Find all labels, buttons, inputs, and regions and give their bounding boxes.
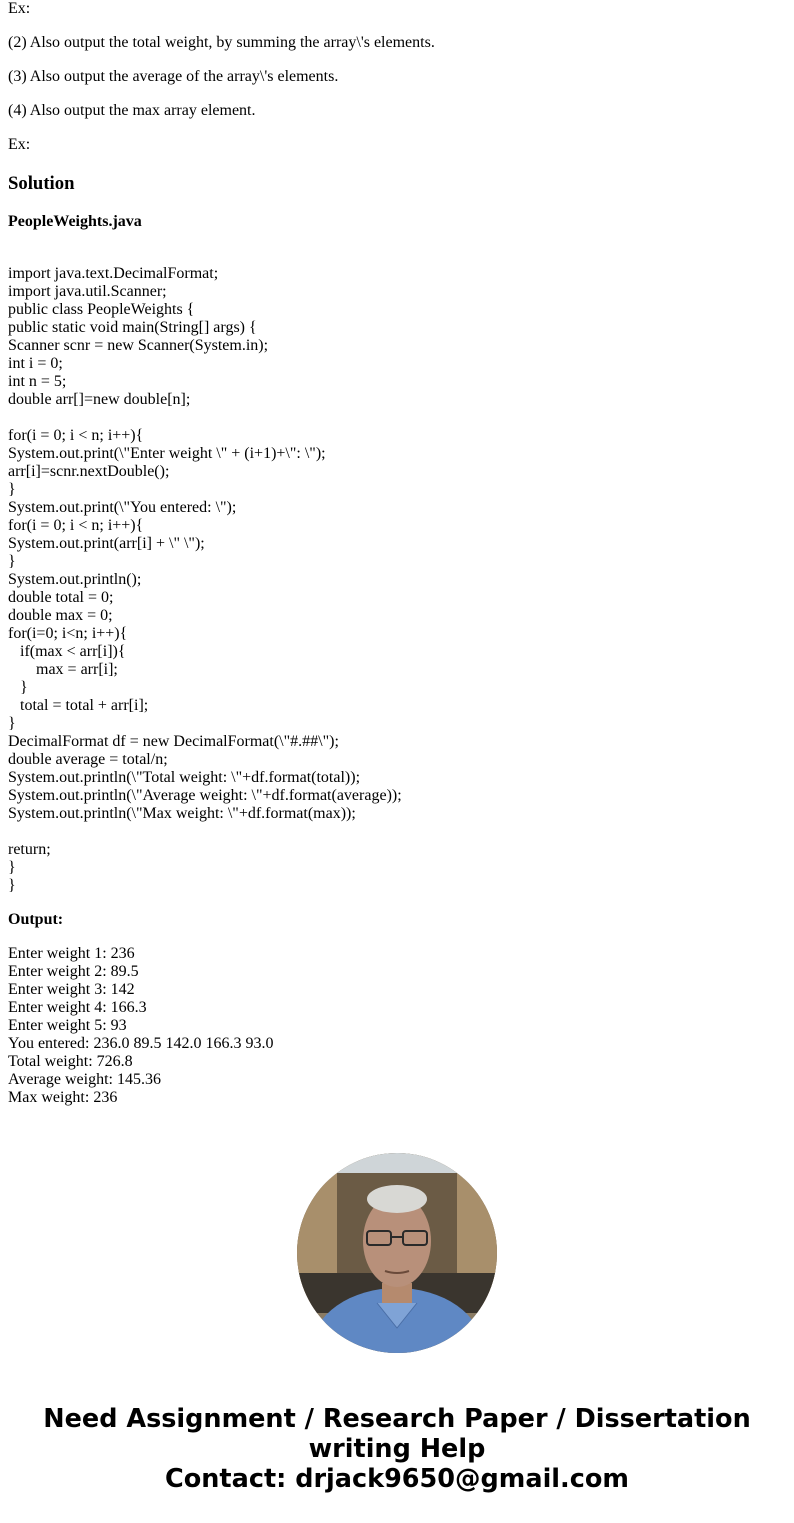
code-line: total = total + arr[i]; — [8, 697, 149, 714]
code-line: Scanner scnr = new Scanner(System.in); — [8, 337, 269, 354]
code-line: } — [8, 859, 16, 876]
output-line: Average weight: 145.36 — [8, 1071, 161, 1088]
filename-label: PeopleWeights.java — [8, 213, 142, 230]
code-line: System.out.print(arr[i] + \" \"); — [8, 535, 205, 552]
example-label: Ex: — [8, 0, 31, 17]
promo-banner — [0, 1404, 794, 1494]
code-line: int n = 5; — [8, 373, 67, 390]
code-line: } — [8, 481, 16, 498]
output-line: You entered: 236.0 89.5 142.0 166.3 93.0 — [8, 1035, 274, 1052]
code-line: System.out.print(\"Enter weight \" + (i+1)+\": \"); — [8, 445, 326, 462]
program-output — [8, 945, 788, 1107]
code-line: double max = 0; — [8, 607, 113, 624]
code-line: System.out.println(\"Total weight: \"+df.format(total)); — [8, 769, 361, 786]
code-line: import java.text.DecimalFormat; — [8, 265, 219, 282]
code-line: for(i = 0; i < n; i++){ — [8, 427, 144, 444]
code-listing — [8, 265, 788, 895]
code-line: import java.util.Scanner; — [8, 283, 167, 300]
output-line: Enter weight 3: 142 — [8, 981, 135, 998]
author-avatar — [297, 1153, 497, 1353]
output-line: Enter weight 4: 166.3 — [8, 999, 147, 1016]
instruction-step-2: (2) Also output the total weight, by summing the array\'s elements. — [8, 34, 435, 51]
code-line: if(max < arr[i]){ — [8, 643, 126, 660]
code-line: public class PeopleWeights { — [8, 301, 195, 318]
code-line: double average = total/n; — [8, 751, 168, 768]
banner-line-1: Need Assignment / Research Paper / Dissertation — [43, 1404, 751, 1434]
code-line: } — [8, 715, 16, 732]
instruction-step-3: (3) Also output the average of the array\'s elements. — [8, 68, 339, 85]
code-line — [8, 409, 788, 427]
output-line: Enter weight 2: 89.5 — [8, 963, 139, 980]
code-line: System.out.println(\"Max weight: \"+df.format(max)); — [8, 805, 356, 822]
author-portrait-image — [297, 1153, 497, 1353]
code-line — [8, 823, 788, 841]
code-line: for(i = 0; i < n; i++){ — [8, 517, 144, 534]
code-line: System.out.println(\"Average weight: \"+df.format(average)); — [8, 787, 402, 804]
code-line: max = arr[i]; — [8, 661, 118, 678]
output-line: Enter weight 1: 236 — [8, 945, 135, 962]
solution-heading: Solution — [8, 173, 75, 194]
code-line: } — [8, 679, 28, 696]
code-line: System.out.println(); — [8, 571, 142, 588]
code-line: DecimalFormat df = new DecimalFormat(\"#.##\"); — [8, 733, 339, 750]
code-line: } — [8, 553, 16, 570]
code-line: } — [8, 877, 16, 894]
code-line: double total = 0; — [8, 589, 114, 606]
code-line: System.out.print(\"You entered: \"); — [8, 499, 237, 516]
code-line: public static void main(String[] args) { — [8, 319, 257, 336]
code-line: for(i=0; i<n; i++){ — [8, 625, 128, 642]
output-line: Max weight: 236 — [8, 1089, 118, 1106]
output-line: Total weight: 726.8 — [8, 1053, 133, 1070]
code-line: return; — [8, 841, 51, 858]
banner-line-2: writing Help — [308, 1434, 486, 1464]
code-line: int i = 0; — [8, 355, 63, 372]
instruction-step-4: (4) Also output the max array element. — [8, 102, 256, 119]
output-heading: Output: — [8, 911, 64, 928]
example-label: Ex: — [8, 136, 31, 153]
output-line: Enter weight 5: 93 — [8, 1017, 127, 1034]
banner-contact: Contact: drjack9650@gmail.com — [165, 1464, 629, 1494]
code-line: double arr[]=new double[n]; — [8, 391, 191, 408]
code-line: arr[i]=scnr.nextDouble(); — [8, 463, 170, 480]
